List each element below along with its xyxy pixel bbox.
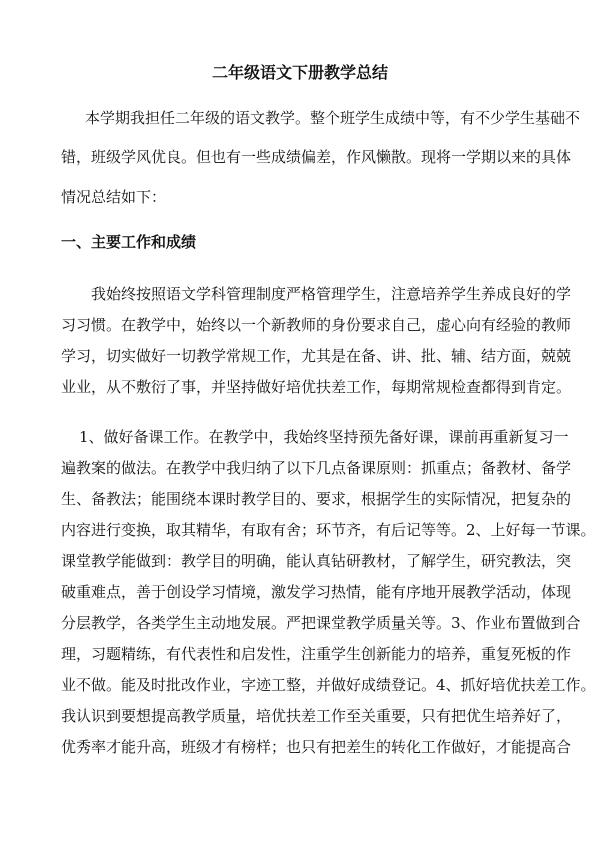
para2-line-1: 1、做好备课工作。在教学中，我始终坚持预先备好课，课前再重新复习一 — [79, 428, 569, 446]
para2-line-10: 我认识到要想提高教学质量，培优扶差工作至关重要，只有把优生培养好了， — [61, 707, 572, 725]
para1-line-2: 习习惯。在教学中，始终以一个新教师的身份要求自己，虚心向有经验的教师 — [61, 316, 572, 334]
para2-line-9: 业不做。能及时批改作业，字迹工整，并做好成绩登记。4、抓好培优扶差工作。 — [61, 676, 596, 694]
para1-line-1: 我始终按照语文学科管理制度严格管理学生，注意培养学生养成良好的学 — [91, 285, 572, 303]
section-heading: 一、主要工作和成绩 — [61, 233, 197, 251]
para1-line-3: 学习，切实做好一切教学常规工作，尤其是在备、讲、批、辅、结方面，兢兢 — [61, 347, 572, 365]
para2-line-7: 分层教学，各类学生主动地发展。严把课堂教学质量关等。3、作业布置做到合 — [61, 614, 581, 632]
para2-line-11: 优秀率才能升高，班级才有榜样；也只有把差生的转化工作做好，才能提高合 — [61, 738, 572, 756]
para2-line-2: 遍教案的做法。在教学中我归纳了以下几点备课原则：抓重点；备教材、备学 — [61, 459, 572, 477]
para2-line-3: 生、备教法；能围绕本课时教学目的、要求，根据学生的实际情况，把复杂的 — [61, 490, 572, 508]
para1-line-4: 业业，从不敷衍了事，并坚持做好培优扶差工作，每期常规检查都得到肯定。 — [61, 378, 572, 396]
para2-line-4: 内容进行变换，取其精华，有取有舍；环节齐，有后记等等。2、上好每一节课。 — [61, 521, 596, 539]
para2-line-5: 课堂教学能做到：教学目的明确，能认真钻研教材，了解学生，研究教法，突 — [61, 552, 572, 570]
intro-line-3: 情况总结如下： — [61, 188, 167, 206]
para2-line-8: 理，习题精练，有代表性和启发性，注重学生创新能力的培养，重复死板的作 — [61, 645, 572, 663]
document-title: 二年级语文下册教学总结 — [211, 63, 388, 82]
para2-line-6: 破重难点，善于创设学习情境，激发学习热情，能有序地开展教学活动，体现 — [61, 583, 572, 601]
intro-line-1: 本学期我担任二年级的语文教学。整个班学生成绩中等，有不少学生基础不 — [85, 109, 581, 127]
intro-line-2: 错，班级学风优良。但也有一些成绩偏差，作风懒散。现将一学期以来的具体 — [61, 148, 572, 166]
